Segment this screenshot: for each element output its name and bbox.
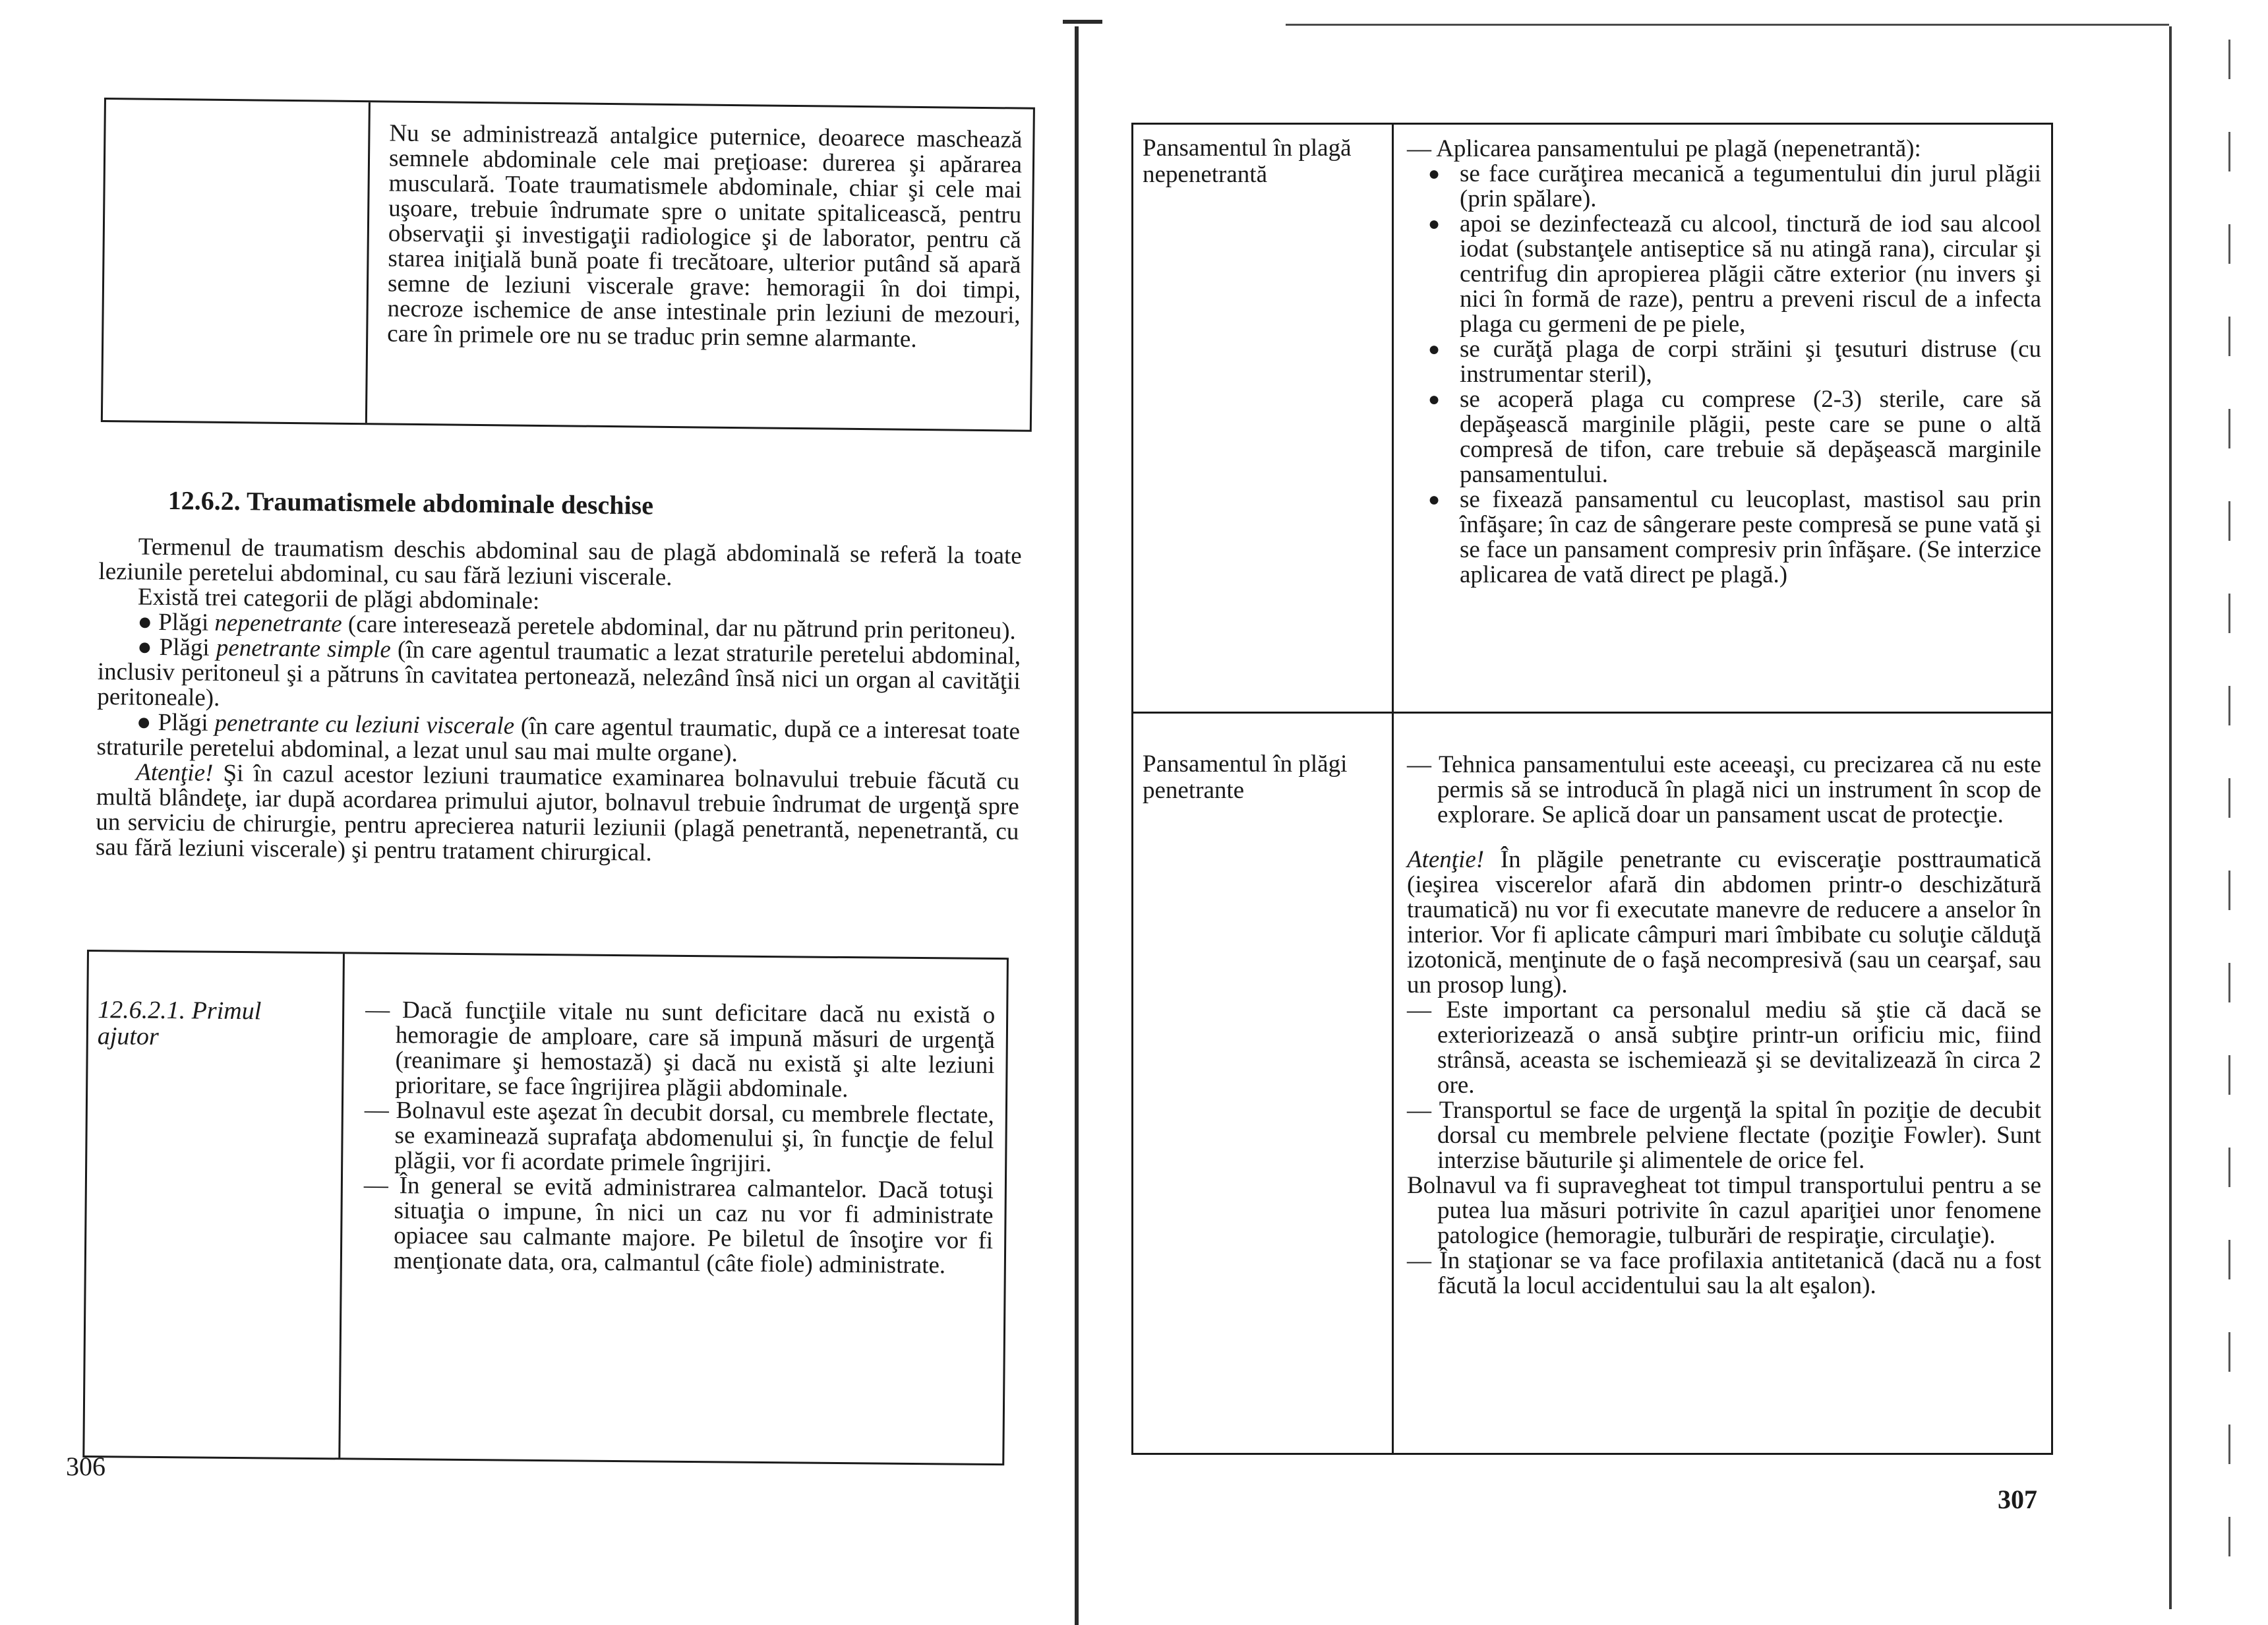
first-aid-item-3: — În general se evită administrarea calmantelor. Dacă totuşi situaţia o impune, în nici un caz nu vor fi administrate opiacee sau calmante majore. Pe biletul de însoţire vor fi menţionate data, ora, calmantul (câte fiole) administrate. [363, 1171, 994, 1279]
row1-bullet-5: ● se fixează pansamentul cu leucoplast, mastisol sau prin înfăşare; în caz de sângerare peste compresă se pune vată şi se face un pansament compresiv prin înfăşare. (Se interzice aplicarea de vată direct pe plagă.) [1407, 487, 2041, 588]
page-number-right: 307 [1998, 1485, 2037, 1514]
first-aid-item-2: — Bolnavul este aşezat în decubit dorsal, cu membrele flectate, se examinează suprafaţa abdomenului şi, în funcţie de felul plăgii, vor fi acordate primele îngrijiri. [364, 1096, 995, 1178]
row1-bullet-4: ● se acoperă plaga cu comprese (2-3) sterile, care să depăşească marginile plăgii, peste care se pune o altă compresă de tifon, care trebuie să depăşească marginile pansamentului. [1407, 387, 2041, 487]
row2-supervision: Bolnavul va fi supravegheat tot timpul transportului pentru a se putea lua măsuri potrivite în cazul apariţiei unor fenomene patologice (hemoragie, tulburări de respiraţie, circulaţie). [1407, 1172, 2041, 1249]
top-note-box [101, 98, 1035, 432]
row2-label: Pansamentul în plăgi penetrante [1143, 751, 1348, 804]
categories-intro: Există trei categorii de plăgi abdominale: [137, 583, 540, 615]
section-heading: 12.6.2. Traumatismele abdominale deschise [167, 485, 654, 520]
first-aid-box [82, 950, 1009, 1465]
category-1: ● Plăgi nepenetrante (care interesează peretele abdominal, dar nu pătrund prin peritoneu). [137, 608, 1016, 645]
left-page [0, 0, 1081, 1625]
right-page [1081, 0, 2268, 1625]
first-aid-item-1: — Dacă funcţiile vitale nu sunt deficitare dacă nu există o hemoragie de amploare, care să impună măsuri de urgenţă (reanimare şi hemostază) şi dacă nu există şi alte leziuni prioritare, se face îngrijirea plăgii abdominale. [365, 996, 996, 1103]
page-number-left: 306 [66, 1452, 105, 1481]
row1-bullet-2: ● apoi se dezinfectează cu alcool, tinctură de iod sau alcool iodat (substanţele antiseptice să nu atingă rana), circular şi centrifug din apropierea plăgii către exterior (nu invers şi nici în formă de raze), pentru a preveni riscul de a infecta plaga cu germeni de pe piele, [1407, 212, 2041, 337]
row2-transport: — Transportul se face de urgenţă la spital în poziţie de decubit dorsal cu membrele pelviene flectate (poziţie Fowler). Sunt interzise băuturile şi alimentele de orice fel. [1407, 1097, 2041, 1174]
row2-atentie: Atenţie! În plăgile penetrante cu evisceraţie posttraumatică (ieşirea viscerelor afară din abdomen printr-o deschizătură traumatică) nu vor fi executate manevre de reducere a anselor în interior. Vor fi aplicate câmpuri mari îmbibate cu soluţie călduţă izotonică, menţinute de o faşă necompresivă (sau un cearşaf, sau un prosop lung). [1407, 846, 2041, 998]
left-body [96, 534, 1022, 870]
right-table [1131, 123, 2053, 1455]
top-note-text: Nu se administrează antalgice puternice, deoarece maschează semnele abdominale cele mai preţioase: durerea şi apărarea musculară. Toate traumatismele abdominale, chiar şi cele mai uşoare, trebuie îndrumate spre o unitate spitalicească, pentru observaţii şi investigaţii radiologice şi de laborator, pentru că starea iniţială bună poate fi trecătoare, ulterior putând să apară semne de leziuni viscerale grave: hemoragii în doi timpi, necroze ischemice de anse intestinale prin leziuni de mezouri, care în primele ore nu se traduc prin semne alarmante. [387, 119, 1023, 353]
category-2: ● Plăgi penetrante simple (în care agentul traumatic a lezat straturile peretelui abdominal, inclusiv peritoneul şi a pătruns în cavitatea pertonează, nelezând însă nici un organ al cavităţii peritoneale). [97, 633, 1021, 712]
row2-prophylaxis: — În staţionar se va face profilaxia antitetanică (dacă nu a fost făcută la locul accidentului sau la alt eşalon). [1407, 1247, 2041, 1299]
row2-important: — Este important ca personalul mediu să ştie că dacă se exteriorizează o ansă subţire printr-un orificiu mic, fiind strânsă, aceasta se ischemiează şi se devitalizează în circa 2 ore. [1407, 996, 2041, 1099]
row2-technique: — Tehnica pansamentului este aceeaşi, cu precizarea că nu este permis să se introducă în plagă nici un instrument în scop de explorare. Se aplică doar un pansament uscat de protecţie. [1407, 751, 2041, 828]
category-3: ● Plăgi penetrante cu leziuni viscerale (în care agentul traumatic, după ce a interesat toate straturile peretelui abdominal, a lezat unul sau mai multe organe). [96, 708, 1021, 768]
subsection-label: 12.6.2.1. Primul ajutor [97, 996, 262, 1051]
row1-label: Pansamentul în plagă nepenetrantă [1143, 135, 1352, 188]
row1-content [1407, 137, 2041, 588]
row1-bullet-1: ● se face curăţirea mecanică a tegumentului din jurul plăgii (prin spălare). [1407, 162, 2041, 212]
row1-bullets [1407, 162, 2041, 588]
row1-intro: — Aplicarea pansamentului pe plagă (nepenetrantă): [1407, 135, 1921, 162]
atentie-paragraph: Atenţie! Şi în cazul acestor leziuni traumatice examinarea bolnavului trebuie făcută cu multă blândeţe, iar după acordarea primului ajutor, bolnavul trebuie îndrumat de urgenţă spre un serviciu de chirurgie, pentru aprecierea naturii leziunii (plagă penetrantă, nepenetrantă, cu sau fără leziuni viscerale) şi pentru tratament chirurgical. [95, 758, 1020, 867]
first-aid-list [363, 998, 996, 1279]
row1-bullet-3: ● se curăţă plaga de corpi străini şi ţesuturi distruse (cu instrumentar steril), [1407, 337, 2041, 387]
intro-paragraph: Termenul de traumatism deschis abdominal sau de plagă abdominală se referă la toate leziunile peretelui abdominal, cu sau fără leziuni viscerale. [98, 533, 1022, 592]
row2-content [1407, 752, 2041, 1299]
